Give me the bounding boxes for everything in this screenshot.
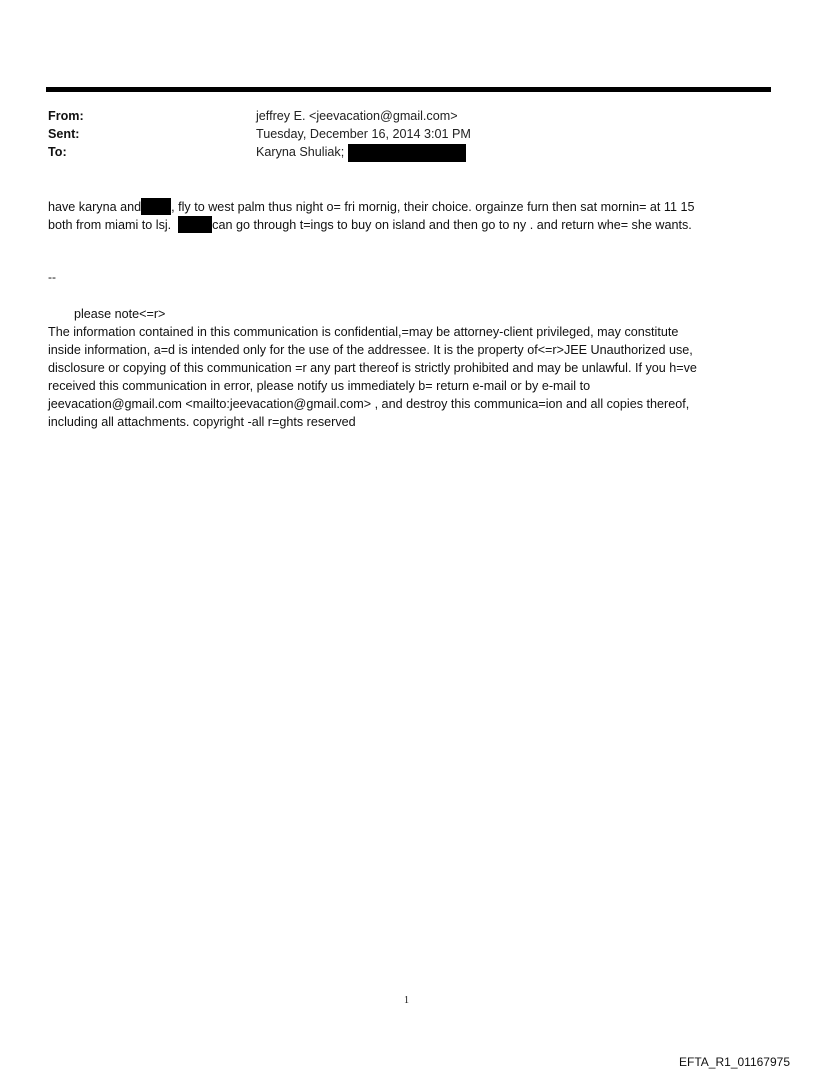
body-text: can go through t=ings to buy on island and then go to ny . and return whe= she wants. [212, 218, 692, 232]
bates-number: EFTA_R1_01167975 [679, 1055, 790, 1069]
to-label: To: [48, 145, 67, 159]
disclaimer-line: jeevacation@gmail.com <mailto:jeevacation@gmail.com> , and destroy this communica=ion and all copies thereof, [48, 397, 690, 411]
body-line-2 [48, 216, 692, 234]
disclaimer [48, 323, 697, 431]
header-rule [46, 87, 771, 92]
disclaimer-line: received this communication in error, please notify us immediately b= return e-mail or by e-mail to [48, 379, 591, 393]
to-value: Karyna Shuliak; [256, 145, 345, 159]
redaction-box [348, 144, 466, 162]
sent-label: Sent: [48, 127, 80, 141]
page-number: 1 [404, 995, 409, 1006]
body-line-1 [48, 198, 695, 216]
sent-value: Tuesday, December 16, 2014 3:01 PM [256, 127, 471, 141]
disclaimer-line: disclosure or copying of this communication =r any part thereof is strictly prohibited and may be unlawful. If you h=ve [48, 361, 697, 375]
from-value: jeffrey E. <jeevacation@gmail.com> [256, 109, 458, 123]
to-value-wrap [256, 144, 466, 162]
disclaimer-line: The information contained in this communication is confidential,=may be attorney-client privileged, may constitute [48, 325, 679, 339]
redaction-box [178, 216, 212, 233]
disclaimer-line: including all attachments. copyright -all r=ghts reserved [48, 415, 356, 429]
body-text: have karyna and [48, 200, 142, 214]
from-label: From: [48, 109, 84, 123]
disclaimer-line: inside information, a=d is intended only for the use of the addressee. It is the property of<=r>JEE Unauthorized use, [48, 343, 693, 357]
body-text: both from miami to lsj. [48, 218, 172, 232]
note-label: please note<=r> [74, 307, 166, 321]
signature-separator: -- [48, 270, 56, 284]
redaction-box [141, 198, 171, 215]
body-text: , fly to west palm thus night o= fri mornig, their choice. orgainze furn then sat mornin= at 11 15 [171, 200, 695, 214]
